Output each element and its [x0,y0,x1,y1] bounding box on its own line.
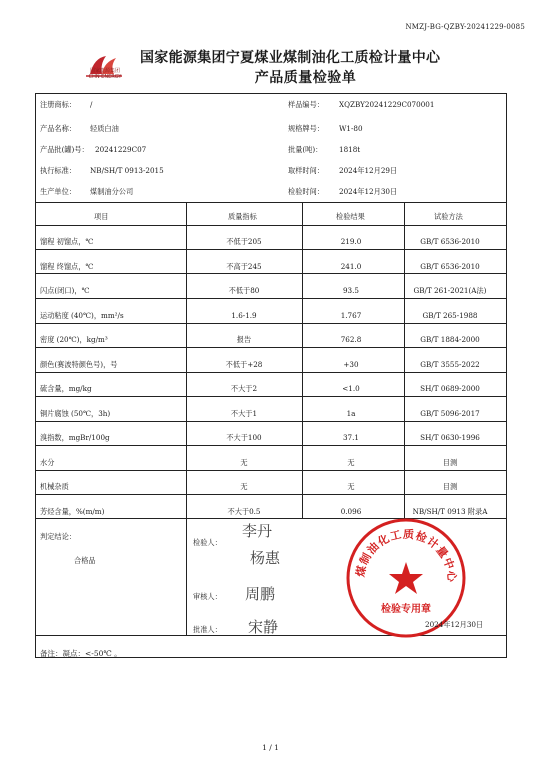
divider [36,396,506,397]
batch-label: 产品批(罐)号： [40,145,89,154]
row-result: 37.1 [342,433,359,442]
row-spec: 报告 [236,335,252,344]
document-id: NMZJ-BG-QZBY-20241229-0085 [405,23,525,31]
row-method: GB/T 6536-2010 [420,261,480,271]
row-method: 目测 [442,457,458,467]
row-spec: 不低于205 [226,237,262,246]
row-result: <1.0 [342,384,360,393]
row-item: 运动粘度 (40℃)，mm²/s [40,310,124,320]
document-title: 国家能源集团宁夏煤业煤制油化工质检计量中心 [140,50,441,66]
sample-time-label: 取样时间： [288,166,324,175]
row-result: 241.0 [340,261,362,271]
divider [36,347,506,348]
row-result: 无 [347,457,355,467]
conclusion-value: 合格品 [74,556,96,565]
row-method: GB/T 3555-2022 [420,359,480,369]
trademark-label: 注册商标： [40,100,76,109]
reviewer-signature: 周鹏 [245,585,276,603]
stamp-bottom-text: 检验专用章 [381,604,431,615]
page-number: 1 / 1 [262,743,279,752]
row-item: 闪点(闭口)，℃ [40,286,90,295]
sample-time-value: 2024年12月29日 [339,166,398,175]
divider [36,372,506,373]
row-spec: 1.6-1.9 [231,310,257,320]
row-item: 水分 [40,457,55,467]
document-subtitle: 产品质量检验单 [254,70,357,86]
row-spec: 不低于+28 [225,359,263,369]
divider [36,445,506,446]
test-time-label: 检验时间： [288,187,324,196]
header-item: 项目 [94,212,109,221]
row-item: 铜片腐蚀 (50℃，3h) [40,408,111,418]
row-method: 目测 [442,482,458,491]
row-result: 1a [346,408,356,418]
row-result: 762.8 [340,335,362,344]
row-result: 无 [347,482,355,491]
row-item: 颜色(赛波特颜色号)，号 [40,359,118,369]
inspector-signature-2: 杨惠 [250,549,281,567]
header-result: 检验结果 [336,212,365,221]
stamp-date: 2024年12月30日 [425,620,484,629]
sample-no-value: XQZBY20241229C070001 [339,100,435,109]
row-item: 馏程 终馏点，℃ [40,261,94,271]
test-time-value: 2024年12月30日 [339,187,398,196]
sample-no-label: 样品编号： [288,100,324,109]
reviewer-label: 审核人： [193,592,222,601]
row-result: 1.767 [340,310,362,320]
divider [36,225,506,226]
quantity-value: 1818t [339,145,361,154]
approver-label: 批准人： [193,625,222,634]
batch-value: 20241229C07 [95,145,147,154]
divider [36,202,506,203]
row-method: GB/T 1884-2000 [420,335,480,344]
row-method: NB/SH/T 0913 附录A [412,506,488,516]
row-item: 密度 (20℃)，kg/m³ [40,335,108,344]
logo-caption: 国家能源集团 CHN ENERGY [88,68,122,80]
standard-value: NB/SH/T 0913-2015 [90,166,164,175]
product-value: 轻质白油 [90,124,119,133]
quantity-label: 批量(吨)： [288,145,323,154]
divider [36,421,506,422]
row-item: 芳烃含量，%(m/m) [40,506,105,516]
row-item: 溴指数，mgBr/100g [40,433,110,442]
spec-label: 规格牌号： [288,124,324,133]
row-item: 馏程 初馏点，℃ [40,237,94,246]
producer-value: 煤制油分公司 [90,187,134,196]
row-result: +30 [343,359,359,369]
row-spec: 不大于100 [226,433,262,442]
divider [36,249,506,250]
divider [36,323,506,324]
row-method: SH/T 0689-2000 [420,384,480,393]
producer-label: 生产单位： [40,187,76,196]
remark: 备注：凝点：<-50℃ 。 [40,649,122,658]
row-spec: 不大于2 [230,384,258,393]
row-spec: 不大于0.5 [227,506,261,516]
row-result: 219.0 [340,237,362,246]
conclusion-label: 判定结论： [40,532,76,541]
product-label: 产品名称： [40,124,76,133]
header-spec: 质量指标 [228,212,257,221]
divider [36,494,506,495]
row-item: 硫含量，mg/kg [40,384,92,393]
standard-label: 执行标准： [40,166,76,175]
row-spec: 无 [240,482,248,491]
header-method: 试验方法 [434,212,463,221]
row-method: SH/T 0630-1996 [420,433,480,442]
divider [36,470,506,471]
row-spec: 无 [240,457,248,467]
approver-signature: 宋静 [248,618,279,636]
inspector-signature-1: 李丹 [242,522,273,540]
divider [36,273,506,274]
row-method: GB/T 265-1988 [422,310,478,320]
row-method: GB/T 5096-2017 [420,408,480,418]
row-result: 93.5 [342,286,359,295]
row-result: 0.096 [340,506,362,516]
row-spec: 不低于80 [228,286,260,295]
inspector-label: 检验人： [193,538,222,547]
row-item: 机械杂质 [40,482,69,491]
stamp-arc-text: 煤制油化工质检计量中心 [353,527,459,584]
row-method: GB/T 261-2021(A法) [413,286,487,295]
row-method: GB/T 6536-2010 [420,237,480,246]
row-spec: 不高于245 [226,261,262,271]
divider [36,298,506,299]
row-spec: 不大于1 [230,408,258,418]
trademark-value: / [90,100,93,109]
spec-value: W1-80 [339,124,363,133]
